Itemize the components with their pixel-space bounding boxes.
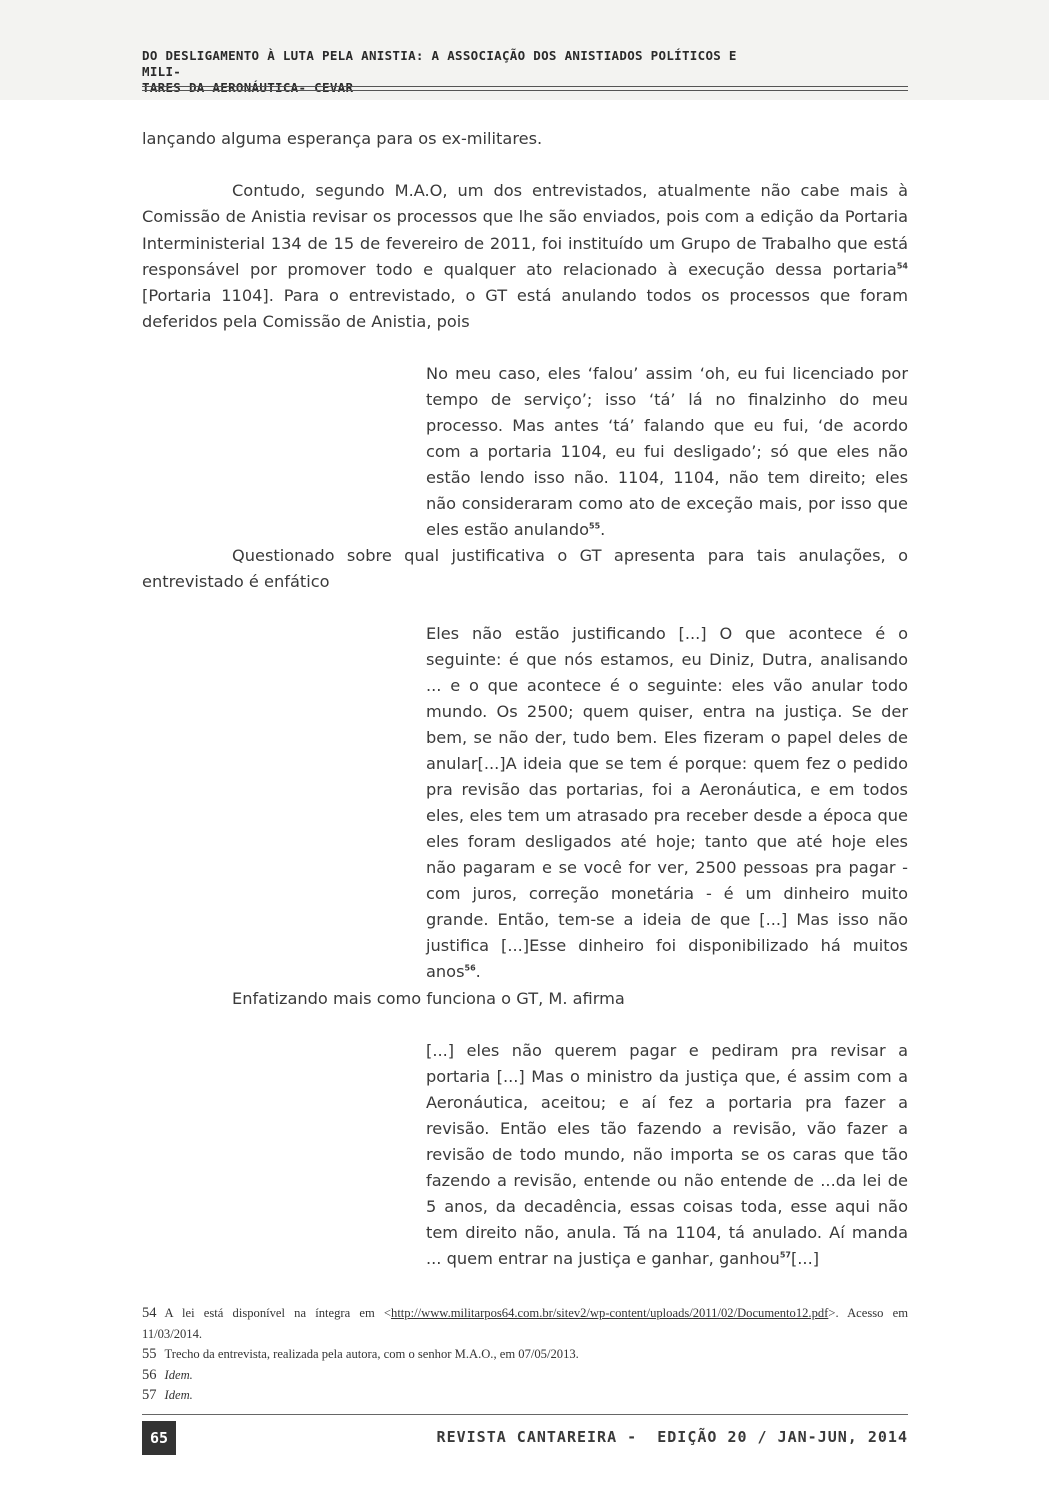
block-quote-3 (426, 1038, 908, 1272)
footer-rule (142, 1414, 908, 1415)
footnote-57 (142, 1385, 908, 1406)
footnote-text: >. Acesso em 11/03/2014. (142, 1306, 908, 1341)
footnote-ref-54[interactable]: 54 (896, 261, 908, 271)
footnote-text: Trecho da entrevista, realizada pela autora, com o senhor M.A.O., em 07/05/2013. (164, 1347, 579, 1361)
paragraph-text: [Portaria 1104]. Para o entrevistado, o GT está anulando todos os processos que foram deferidos pela Comissão de Anistia, pois (142, 286, 908, 332)
footnotes (142, 1303, 908, 1406)
page-number: 65 (142, 1421, 176, 1455)
quote-text: [...] eles não querem pagar e pediram pra revisar a portaria [...] Mas o ministro da justiça que, é assim com a Aeronáutica, aceitou; e aí fez a portaria pra fazer a revisão. Então eles tão fazendo a revisão, vão fazer a revisão de todo mundo, não importa se os caras que tão fazendo a revisão, entende ou não entende de ...da lei de 5 anos, da decadência, essas coisas toda, esse aqui não tem direito não, anula. Tá na 1104, tá anulado. Aí manda ... quem entrar na justiça e ganhar, ganhou (426, 1041, 908, 1268)
footnote-55 (142, 1344, 908, 1365)
quote-text: . (600, 520, 606, 539)
footnote-number: 57 (142, 1387, 157, 1403)
paragraph-1 (142, 126, 908, 152)
footnote-56 (142, 1365, 908, 1386)
footnote-number: 55 (142, 1346, 157, 1362)
block-quote-1 (426, 361, 908, 543)
paragraph-2 (142, 178, 908, 336)
block-quote-2 (426, 621, 908, 985)
paragraph-text: Contudo, segundo M.A.O, um dos entrevistados, atualmente não cabe mais à Comissão de Anistia revisar os processos que lhe são enviados, pois com a edição da Portaria Interministerial 134 de 15 de fevereiro de 2011, foi instituído um Grupo de Trabalho que está responsável por promover todo e qualquer ato relacionado à execução dessa portaria (142, 181, 908, 279)
quote-text: No meu caso, eles ‘falou’ assim ‘oh, eu fui licenciado por tempo de serviço’; isso ‘tá’ lá no finalzinho do meu processo. Mas antes ‘tá’ falando que eu fui, ‘de acordo com a portaria 1104, eu fui desligado’; só que eles não estão lendo isso não. 1104, 1104, não tem direito; eles não consideraram como ato de exceção mais, por isso que eles estão anulando (426, 364, 908, 539)
header-rule (142, 86, 908, 87)
footnote-text: A lei está disponível na íntegra em < (164, 1306, 392, 1320)
journal-footer-title: REVISTA CANTAREIRA - EDIÇÃO 20 / JAN-JUN, 2014 (436, 1428, 908, 1446)
quote-text: . (475, 962, 481, 981)
running-title-line-1: DO DESLIGAMENTO À LUTA PELA ANISTIA: A ASSOCIAÇÃO DOS ANISTIADOS POLÍTICOS E MILI- (142, 48, 737, 79)
header-rule (142, 90, 908, 91)
footnote-ref-55[interactable]: 55 (589, 521, 601, 531)
paragraph-text: Questionado sobre qual justificativa o GT apresenta para tais anulações, o entrevistado é enfático (142, 546, 908, 592)
paragraph-4 (142, 986, 908, 1012)
running-title (142, 48, 762, 96)
footnote-ref-56[interactable]: 56 (464, 963, 476, 973)
footnote-text: Idem. (164, 1388, 193, 1402)
running-title-line-2: TARES DA AERONÁUTICA- CEVAR (142, 80, 354, 95)
footnote-text: Idem. (164, 1367, 193, 1382)
footnote-ref-57[interactable]: 57 (779, 1250, 791, 1260)
quote-text: Eles não estão justificando [...] O que acontece é o seguinte: é que nós estamos, eu Diniz, Dutra, analisando ... e o que acontece é o seguinte: eles vão anular todo mundo. Os 2500; quem quiser, entra na justiça. Se der bem, se não der, tudo bem. Eles fizeram o papel deles de anular[...]A ideia que se tem é porque: quem fez o pedido pra revisão das portarias, foi a Aeronáutica, e em todos eles, eles tem um atrasado pra receber desde a época que eles foram desligados até hoje; tanto que até hoje eles não pagaram e se você for ver, 2500 pessoas pra pagar - com juros, correção monetária - é um dinheiro muito grande. Então, tem-se a ideia de que [...] Mas isso não justifica [...]Esse dinheiro foi disponibilizado há muitos anos (426, 624, 908, 981)
paragraph-text: lançando alguma esperança para os ex-militares. (142, 129, 543, 148)
footnote-number: 56 (142, 1366, 157, 1383)
paragraph-3 (142, 543, 908, 596)
footnote-link[interactable]: http://www.militarpos64.com.br/sitev2/wp-content/uploads/2011/02/Documento12.pdf (391, 1306, 829, 1320)
paragraph-text: Enfatizando mais como funciona o GT, M. afirma (232, 989, 625, 1008)
footnote-number: 54 (142, 1305, 157, 1321)
footnote-54 (142, 1303, 908, 1344)
quote-text: [...] (790, 1249, 820, 1268)
